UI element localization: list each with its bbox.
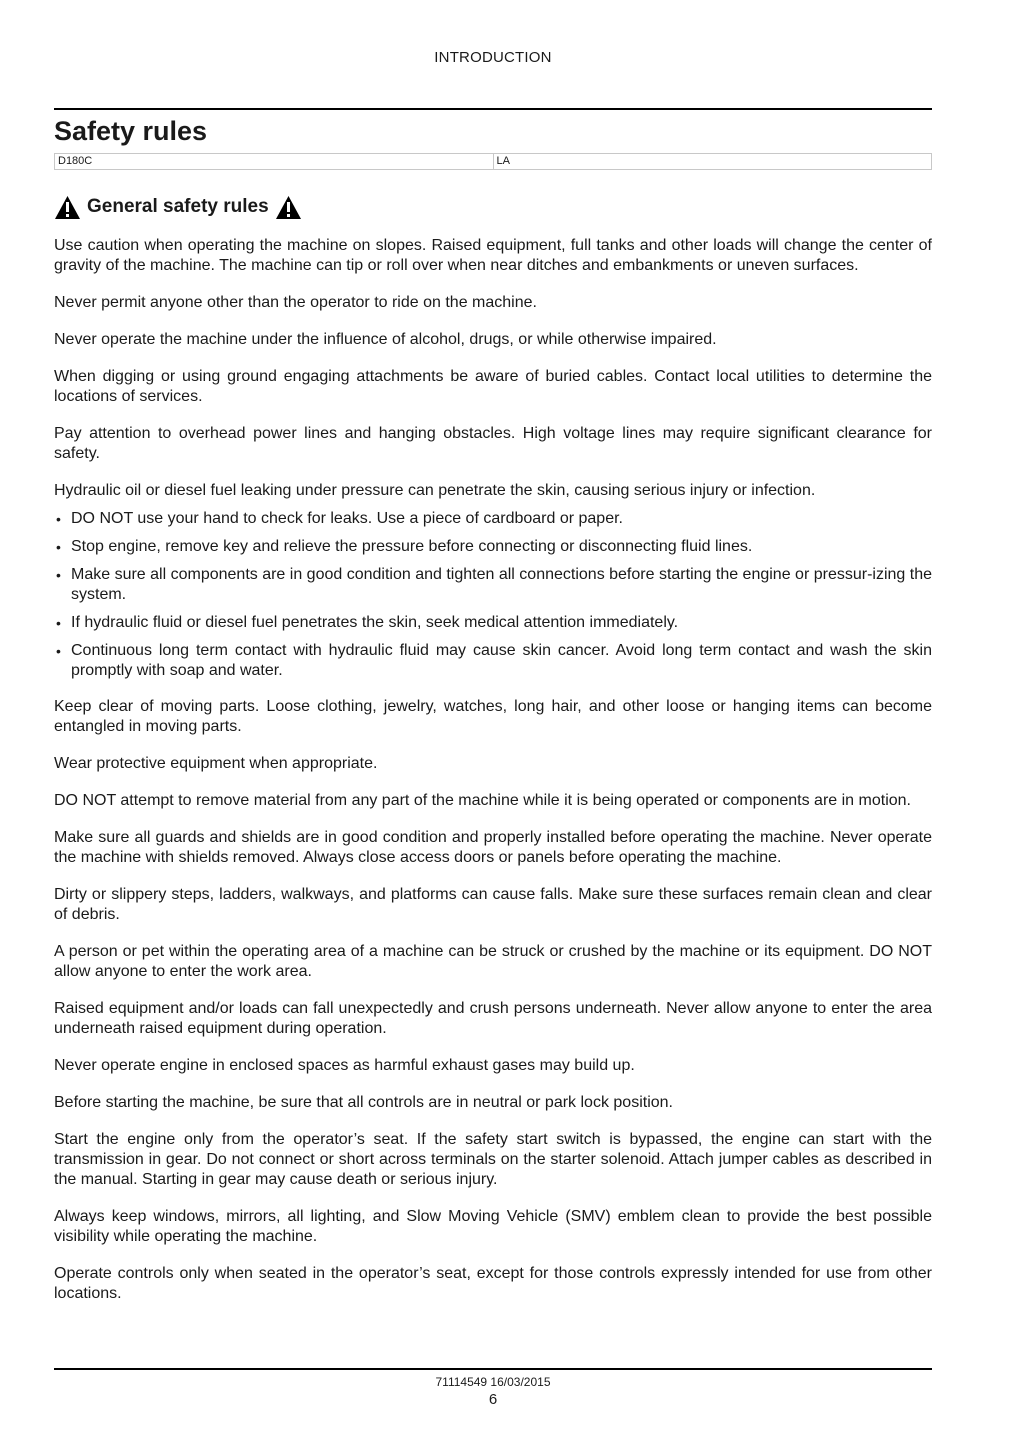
bullet-dot-icon: • xyxy=(56,511,61,527)
top-rule xyxy=(54,108,932,110)
paragraph-riders: Never permit anyone other than the operator to ride on the machine. xyxy=(54,294,537,311)
paragraph-slippery-steps: Dirty or slippery steps, ladders, walkways, and platforms can cause falls. Make sure these surfaces remain clean and clear of debris. xyxy=(54,886,932,923)
warning-triangle-icon xyxy=(54,195,81,220)
paragraph-hydraulic-leaks: Hydraulic oil or diesel fuel leaking under pressure can penetrate the skin, causing serious injury or infection. xyxy=(54,482,816,499)
paragraph-operate-controls: Operate controls only when seated in the operator’s seat, except for those controls expressly intended for use from other locations. xyxy=(54,1265,932,1302)
bullet-dot-icon: • xyxy=(56,539,61,555)
paragraph-visibility: Always keep windows, mirrors, all lighting, and Slow Moving Vehicle (SMV) emblem clean to provide the best possible visibility while operating the machine. xyxy=(54,1208,932,1245)
bottom-rule xyxy=(54,1368,932,1370)
bullet-item xyxy=(54,537,932,557)
bullet-text: DO NOT use your hand to check for leaks. Use a piece of cardboard or paper. xyxy=(71,510,623,527)
safety-rules-content xyxy=(54,236,932,1321)
paragraph-impairment: Never operate the machine under the influence of alcohol, drugs, or while otherwise impaired. xyxy=(54,331,717,348)
model-cell: D180C xyxy=(55,154,494,170)
page-number: 6 xyxy=(488,1391,498,1408)
document-reference: 71114549 16/03/2015 xyxy=(435,1375,551,1389)
bullet-dot-icon: • xyxy=(56,643,61,659)
paragraph-buried-cables: When digging or using ground engaging attachments be aware of buried cables. Contact local utilities to determine the locations of services. xyxy=(54,368,932,405)
paragraph-raised-equipment: Raised equipment and/or loads can fall unexpectedly and crush persons underneath. Never allow anyone to enter the area underneath raised equipment during operation. xyxy=(54,1000,932,1037)
paragraph-remove-material: DO NOT attempt to remove material from any part of the machine while it is being operated or components are in motion. xyxy=(54,792,911,809)
bullet-dot-icon: • xyxy=(56,567,61,583)
section-heading xyxy=(54,190,302,224)
bullet-dot-icon: • xyxy=(56,615,61,631)
paragraph-work-area: A person or pet within the operating area of a machine can be struck or crushed by the machine or its equipment. DO NOT allow anyone to enter the work area. xyxy=(54,943,932,980)
bullet-item xyxy=(54,509,932,529)
paragraph-controls-neutral: Before starting the machine, be sure that all controls are in neutral or park lock position. xyxy=(54,1094,673,1111)
running-header: INTRODUCTION xyxy=(434,49,552,66)
hydraulic-bullet-list xyxy=(54,509,932,681)
paragraph-protective-equipment: Wear protective equipment when appropriate. xyxy=(54,755,378,772)
paragraph-power-lines: Pay attention to overhead power lines and hanging obstacles. High voltage lines may require significant clearance for safety. xyxy=(54,425,932,462)
model-region-table xyxy=(54,153,932,170)
paragraph-start-engine: Start the engine only from the operator’s seat. If the safety start switch is bypassed, the engine can start with the transmission in gear. Do not connect or short across terminals on the starter solenoid. Attach jumper cables as described in the manual. Starting in gear may cause death or serious injury. xyxy=(54,1131,932,1188)
bullet-item xyxy=(54,613,932,633)
paragraph-guards-shields: Make sure all guards and shields are in good condition and properly installed before operating the machine. Never operate the machine with shields removed. Always close access doors or panels before operating the machine. xyxy=(54,829,932,866)
paragraph-exhaust: Never operate engine in enclosed spaces as harmful exhaust gases may build up. xyxy=(54,1057,635,1074)
bullet-item xyxy=(54,565,932,605)
bullet-text: Make sure all components are in good condition and tighten all connections before starting the engine or pressur-izing the system. xyxy=(71,566,932,603)
paragraph-slopes: Use caution when operating the machine on slopes. Raised equipment, full tanks and other loads will change the center of gravity of the machine. The machine can tip or roll over when near ditches and embankments or uneven surfaces. xyxy=(54,237,932,274)
region-cell: LA xyxy=(493,154,932,170)
bullet-item xyxy=(54,641,932,681)
bullet-text: Continuous long term contact with hydraulic fluid may cause skin cancer. Avoid long term contact and wash the skin promptly with soap and water. xyxy=(71,642,932,679)
paragraph-moving-parts: Keep clear of moving parts. Loose clothing, jewelry, watches, long hair, and other loose or hanging items can become entangled in moving parts. xyxy=(54,698,932,735)
page-title: Safety rules xyxy=(54,116,208,146)
bullet-text: Stop engine, remove key and relieve the pressure before connecting or disconnecting fluid lines. xyxy=(71,538,753,555)
section-heading-text: General safety rules xyxy=(87,196,269,217)
bullet-text: If hydraulic fluid or diesel fuel penetrates the skin, seek medical attention immediately. xyxy=(71,614,679,631)
warning-triangle-icon xyxy=(275,195,302,220)
